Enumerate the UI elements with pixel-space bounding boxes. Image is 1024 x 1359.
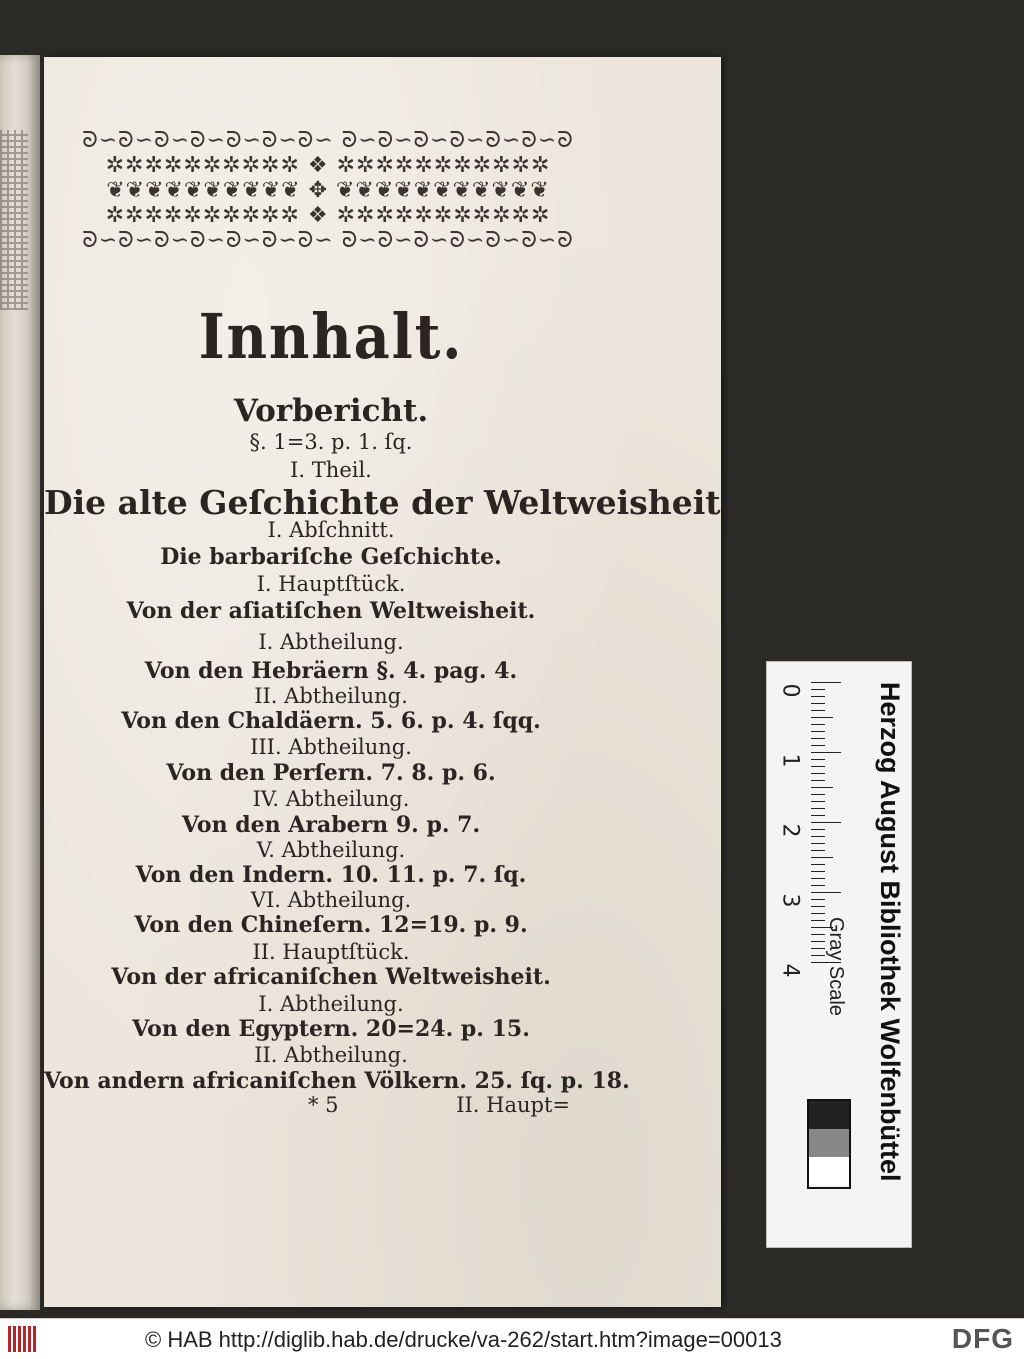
hab-logo-icon (8, 1326, 38, 1352)
toc-entry: Von den Chineſern. 12=19. p. 9. (134, 912, 528, 938)
ruler-tick (811, 843, 825, 844)
ruler-tick (811, 941, 825, 942)
toc-entry: VI. Abtheilung. (250, 888, 412, 912)
ruler-number: 2 (777, 823, 803, 838)
toc-entry: II. Abtheilung. (254, 1043, 408, 1067)
ruler-tick (811, 717, 833, 718)
ruler-tick (811, 857, 833, 858)
ruler-tick (811, 773, 825, 774)
toc-entry: II. Hauptſtück. (252, 940, 410, 964)
toc-entry: I. Theil. (290, 458, 372, 482)
toc-entry: Von den Chaldäern. 5. 6. p. 4. ſqq. (121, 708, 541, 734)
ruler-number: 1 (777, 753, 803, 768)
ruler-tick (811, 682, 841, 683)
ruler-tick (811, 829, 825, 830)
dfg-logo: DFG (951, 1323, 1014, 1354)
decorative-border-ornament: ᘐ∽ᘐ∽ᘐ∽ᘐ∽ᘐ∽ᘐ∽ᘐ∽ ᘐ∽ᘐ∽ᘐ∽ᘐ∽ᘐ∽ᘐ∽ᘐ ✲✲✲✲✲✲✲✲✲✲ ❖ ✲✲✲✲✲✲✲✲✲✲✲ ❦❦❦❦❦❦❦❦❦❦ ✥ ❦❦❦❦❦❦❦❦❦❦❦ ✲✲✲✲✲✲✲✲✲✲ ❖ ✲✲✲✲✲✲✲✲✲✲✲ ᘐ∽ᘐ∽ᘐ∽ᘐ∽ᘐ∽ᘐ∽ᘐ∽ ᘐ∽ᘐ∽ᘐ∽ᘐ∽ᘐ∽ᘐ∽ᘐ (82, 128, 574, 253)
ruler-tick (811, 899, 825, 900)
ruler-tick (811, 689, 825, 690)
toc-entry: I. Abtheilung. (258, 630, 404, 654)
ruler-number: 4 (777, 963, 803, 978)
ruler-tick (811, 738, 825, 739)
library-name: Herzog August Bibliothek Wolfenbüttel (875, 682, 905, 1182)
page-heading: Innhalt. (198, 300, 464, 373)
signature-mark: * 5 (308, 1093, 339, 1117)
swatch-white (809, 1157, 849, 1185)
ruler-tick (811, 696, 825, 697)
ruler-tick (811, 885, 825, 886)
toc-entry: Von den Indern. 10. 11. p. 7. ſq. (135, 862, 527, 888)
toc-entry: Vorbericht. (233, 393, 429, 429)
ruler-tick (811, 759, 825, 760)
ruler-tick (811, 878, 825, 879)
previous-page-ornament (0, 130, 28, 310)
catchword: II. Haupt= (456, 1093, 570, 1117)
toc-entry: §. 1=3. p. 1. ſq. (249, 430, 413, 454)
ruler-tick (811, 724, 825, 725)
toc-entry: Von andern africaniſchen Völkern. 25. ſq. p. 18. (44, 1068, 630, 1094)
toc-entry: II. Abtheilung. (254, 684, 408, 708)
ruler-tick (811, 822, 841, 823)
ruler-tick (811, 934, 825, 935)
toc-entry: Von der africaniſchen Weltweisheit. (111, 964, 551, 990)
toc-entry: Von den Egyptern. 20=24. p. 15. (132, 1016, 530, 1042)
swatch-black (809, 1101, 849, 1129)
ruler-tick (811, 787, 833, 788)
toc-entry: Die barbariſche Geſchichte. (160, 544, 502, 570)
swatch-gray (809, 1129, 849, 1157)
ruler-tick (811, 815, 825, 816)
toc-entry: V. Abtheilung. (256, 838, 406, 862)
footer-bar (0, 1318, 1024, 1359)
ruler-tick (811, 808, 825, 809)
toc-entry: Von der aſiatiſchen Weltweisheit. (126, 598, 536, 624)
ruler-tick (811, 850, 825, 851)
previous-page-edge (0, 55, 40, 1310)
ruler-tick (811, 836, 825, 837)
gray-scale-swatches (807, 1099, 851, 1189)
toc-entry: Die alte Geſchichte der Weltweisheit. (44, 483, 732, 522)
gray-scale-label: Gray Scale (825, 917, 847, 1016)
toc-entry: Von den Hebräern §. 4. pag. 4. (144, 658, 518, 684)
ruler-tick (811, 752, 841, 753)
ruler-tick (811, 766, 825, 767)
toc-entry: I. Hauptſtück. (256, 572, 406, 596)
ruler-tick (811, 703, 825, 704)
ruler-tick (811, 920, 825, 921)
ruler-tick (811, 731, 825, 732)
ruler-tick (811, 864, 825, 865)
toc-entry: I. Abtheilung. (258, 992, 404, 1016)
ruler-tick (811, 794, 825, 795)
ruler-tick (811, 892, 841, 893)
ruler-tick (811, 871, 825, 872)
ruler-tick (811, 780, 825, 781)
scale-color-card (766, 661, 912, 1248)
toc-entry: IV. Abtheilung. (252, 787, 410, 811)
ruler-tick (811, 745, 825, 746)
ruler-tick (811, 913, 825, 914)
ruler-tick (811, 906, 825, 907)
ruler-tick (811, 710, 825, 711)
ruler-number: 3 (777, 893, 803, 908)
ruler-tick (811, 955, 825, 956)
ruler-tick (811, 801, 825, 802)
toc-entry: Von den Perſern. 7. 8. p. 6. (166, 760, 496, 786)
toc-entry: III. Abtheilung. (250, 735, 412, 759)
card-title-area (867, 682, 907, 1242)
ruler-number: 0 (777, 683, 803, 698)
toc-entry: Von den Arabern 9. p. 7. (181, 812, 481, 838)
copyright-link[interactable]: © HAB http://diglib.hab.de/drucke/va-262/start.htm?image=00013 (145, 1327, 782, 1352)
toc-entry: I. Abſchnitt. (267, 518, 395, 542)
ruler-tick (811, 948, 825, 949)
